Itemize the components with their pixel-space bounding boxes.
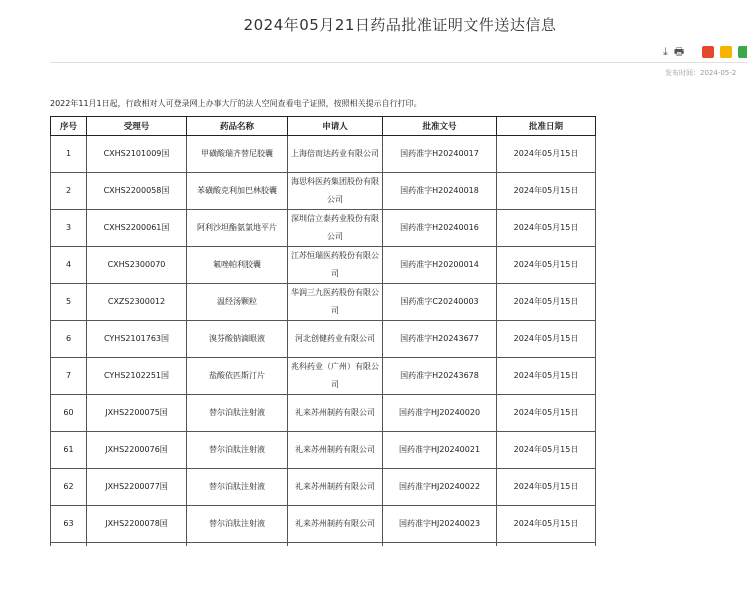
table-row xyxy=(51,173,596,210)
cell-acceptance-no xyxy=(87,432,187,469)
cell-acceptance-no-text: CXZS2300012 xyxy=(107,297,166,306)
header-approval-no: 批准文号 xyxy=(383,117,497,136)
cell-drug-name-text: 溴芬酸钠滴眼液 xyxy=(209,334,265,343)
cell-drug-name xyxy=(187,469,288,506)
cell-approval-date-text: 2024年05月15日 xyxy=(513,445,579,454)
cell-acceptance-no-text: CXHS2101009国 xyxy=(103,149,170,158)
cell-applicant-text: 兆科药业（广州）有限公司 xyxy=(291,362,379,389)
cell-acceptance-no-text: CXHS2200058国 xyxy=(103,186,170,195)
cell-index-text: 2 xyxy=(65,186,72,195)
cell-drug-name-text: 阿利沙坦酯氨氯地平片 xyxy=(197,223,277,232)
toolbar xyxy=(663,45,747,59)
cell-acceptance-no xyxy=(87,321,187,358)
cell-approval-no-text: 国药准字HJ20240022 xyxy=(398,482,481,491)
cell-approval-date-text: 2024年05月15日 xyxy=(513,186,579,195)
cell-applicant xyxy=(288,506,383,543)
cell-applicant-text: 上海倍而达药业有限公司 xyxy=(291,149,379,158)
notice-text: 2022年11月1日起，行政相对人可登录网上办事大厅的法人空间查看电子证照，按照相关提示自行打印。 xyxy=(50,99,422,108)
cell-drug-name xyxy=(187,395,288,432)
cell-index xyxy=(51,469,87,506)
cell-approval-date xyxy=(497,395,596,432)
cell-approval-no-text: 国药准字H20240018 xyxy=(400,186,479,195)
cell-drug-name-text: 替尔泊肽注射液 xyxy=(209,519,265,528)
table-row xyxy=(51,284,596,321)
cell-index-text: 3 xyxy=(65,223,72,232)
cell-applicant xyxy=(288,284,383,321)
cell-approval-date-text: 2024年05月15日 xyxy=(513,519,579,528)
cell-partial xyxy=(288,543,383,547)
cell-approval-no xyxy=(383,247,497,284)
cell-drug-name xyxy=(187,136,288,173)
cell-drug-name xyxy=(187,506,288,543)
cell-approval-date-text: 2024年05月15日 xyxy=(513,260,579,269)
cell-applicant xyxy=(288,432,383,469)
cell-index-text: 62 xyxy=(63,482,74,491)
cell-index-text: 5 xyxy=(65,297,72,306)
cell-index-text: 63 xyxy=(63,519,74,528)
table-row xyxy=(51,321,596,358)
cell-index-text: 6 xyxy=(65,334,72,343)
table-row xyxy=(51,136,596,173)
cell-partial xyxy=(87,543,187,547)
cell-approval-no xyxy=(383,321,497,358)
cell-approval-no-text: 国药准字H20243678 xyxy=(400,371,479,380)
cell-approval-no-text: 国药准字HJ20240020 xyxy=(398,408,481,417)
cell-drug-name xyxy=(187,173,288,210)
cell-applicant-text: 华润三九医药股份有限公司 xyxy=(291,288,379,315)
cell-approval-no xyxy=(383,358,497,395)
cell-acceptance-no-text: JXHS2200075国 xyxy=(105,408,168,417)
cell-index xyxy=(51,506,87,543)
cell-index xyxy=(51,321,87,358)
cell-drug-name-text: 盐酸依匹斯汀片 xyxy=(209,371,265,380)
cell-approval-date-text: 2024年05月15日 xyxy=(513,297,579,306)
cell-drug-name xyxy=(187,321,288,358)
cell-acceptance-no-text: CXHS2200061国 xyxy=(103,223,170,232)
cell-approval-no xyxy=(383,210,497,247)
cell-partial xyxy=(497,543,596,547)
cell-approval-no xyxy=(383,284,497,321)
table-body xyxy=(51,136,596,547)
cell-index xyxy=(51,210,87,247)
cell-drug-name-text: 温经汤颗粒 xyxy=(217,297,257,306)
cell-drug-name xyxy=(187,247,288,284)
download-icon[interactable]: ⤓ xyxy=(663,45,668,58)
cell-applicant xyxy=(288,210,383,247)
cell-acceptance-no xyxy=(87,358,187,395)
cell-approval-date xyxy=(497,247,596,284)
wechat-share-icon[interactable] xyxy=(738,46,747,58)
cell-acceptance-no-text: CXHS2300070 xyxy=(107,260,166,269)
cell-acceptance-no-text: CYHS2101763国 xyxy=(103,334,170,343)
table-row xyxy=(51,210,596,247)
cell-index xyxy=(51,136,87,173)
qzone-share-icon[interactable] xyxy=(720,46,732,58)
cell-acceptance-no xyxy=(87,284,187,321)
cell-acceptance-no xyxy=(87,395,187,432)
cell-approval-no-text: 国药准字H20200014 xyxy=(400,260,479,269)
cell-acceptance-no xyxy=(87,210,187,247)
cell-applicant-text: 礼来苏州制药有限公司 xyxy=(295,408,375,417)
cell-acceptance-no-text: JXHS2200076国 xyxy=(105,445,168,454)
cell-drug-name-text: 替尔泊肽注射液 xyxy=(209,482,265,491)
cell-partial xyxy=(187,543,288,547)
cell-approval-date-text: 2024年05月15日 xyxy=(513,482,579,491)
cell-index-text: 61 xyxy=(63,445,74,454)
cell-acceptance-no xyxy=(87,136,187,173)
cell-approval-no-text: 国药准字C20240003 xyxy=(400,297,479,306)
cell-drug-name xyxy=(187,284,288,321)
cell-applicant xyxy=(288,136,383,173)
cell-approval-date-text: 2024年05月15日 xyxy=(513,149,579,158)
publish-time: 发布时间：2024-05-2 xyxy=(665,69,737,77)
cell-applicant-text: 河北创健药业有限公司 xyxy=(295,334,375,343)
cell-approval-date-text: 2024年05月15日 xyxy=(513,408,579,417)
cell-index xyxy=(51,284,87,321)
cell-approval-no-text: 国药准字H20243677 xyxy=(400,334,479,343)
cell-index xyxy=(51,358,87,395)
cell-drug-name xyxy=(187,210,288,247)
header-acceptance-no: 受理号 xyxy=(87,117,187,136)
cell-approval-no xyxy=(383,432,497,469)
table-row xyxy=(51,395,596,432)
cell-acceptance-no xyxy=(87,469,187,506)
cell-applicant-text: 礼来苏州制药有限公司 xyxy=(295,519,375,528)
cell-index xyxy=(51,173,87,210)
cell-acceptance-no xyxy=(87,506,187,543)
header-approval-date: 批准日期 xyxy=(497,117,596,136)
cell-approval-no-text: 国药准字H20240016 xyxy=(400,223,479,232)
cell-index-text: 7 xyxy=(65,371,72,380)
header-index: 序号 xyxy=(51,117,87,136)
cell-acceptance-no xyxy=(87,173,187,210)
cell-index-text: 1 xyxy=(65,149,72,158)
cell-index-text: 60 xyxy=(63,408,74,417)
table-row xyxy=(51,247,596,284)
cell-applicant-text: 海思科医药集团股份有限公司 xyxy=(291,177,379,204)
cell-approval-date xyxy=(497,210,596,247)
cell-applicant xyxy=(288,395,383,432)
cell-approval-no xyxy=(383,173,497,210)
weibo-share-icon[interactable] xyxy=(702,46,714,58)
table-row xyxy=(51,506,596,543)
cell-drug-name-text: 甲磺酸瑞齐替尼胶囊 xyxy=(201,149,273,158)
cell-approval-date-text: 2024年05月15日 xyxy=(513,334,579,343)
cell-index xyxy=(51,432,87,469)
cell-approval-date xyxy=(497,432,596,469)
cell-approval-no-text: 国药准字H20240017 xyxy=(400,149,479,158)
page-title: 2024年05月21日药品批准证明文件送达信息 xyxy=(243,16,557,34)
cell-acceptance-no-text: JXHS2200078国 xyxy=(105,519,168,528)
cell-partial xyxy=(51,543,87,547)
cell-applicant xyxy=(288,247,383,284)
cell-approval-date xyxy=(497,284,596,321)
cell-applicant-text: 礼来苏州制药有限公司 xyxy=(295,482,375,491)
cell-approval-date xyxy=(497,173,596,210)
cell-approval-date xyxy=(497,469,596,506)
table-row xyxy=(51,469,596,506)
cell-acceptance-no-text: CYHS2102251国 xyxy=(103,371,170,380)
cell-drug-name-text: 氟唑帕利胶囊 xyxy=(213,260,261,269)
cell-drug-name-text: 苯磺酸克利加巴林胶囊 xyxy=(197,186,277,195)
cell-approval-date-text: 2024年05月15日 xyxy=(513,223,579,232)
cell-approval-date xyxy=(497,358,596,395)
header-drug-name: 药品名称 xyxy=(187,117,288,136)
cell-index xyxy=(51,247,87,284)
cell-acceptance-no-text: JXHS2200077国 xyxy=(105,482,168,491)
approval-table xyxy=(50,116,596,546)
cell-applicant xyxy=(288,173,383,210)
cell-index-text: 4 xyxy=(65,260,72,269)
table-row-partial xyxy=(51,543,596,547)
cell-drug-name-text: 替尔泊肽注射液 xyxy=(209,408,265,417)
table-row xyxy=(51,432,596,469)
cell-approval-date xyxy=(497,321,596,358)
table-row xyxy=(51,358,596,395)
cell-drug-name xyxy=(187,358,288,395)
cell-approval-date xyxy=(497,136,596,173)
cell-approval-no xyxy=(383,395,497,432)
cell-applicant xyxy=(288,321,383,358)
cell-approval-no xyxy=(383,136,497,173)
cell-index xyxy=(51,395,87,432)
cell-drug-name-text: 替尔泊肽注射液 xyxy=(209,445,265,454)
cell-acceptance-no xyxy=(87,247,187,284)
cell-approval-date xyxy=(497,506,596,543)
cell-applicant xyxy=(288,358,383,395)
cell-approval-no xyxy=(383,469,497,506)
cell-approval-no-text: 国药准字HJ20240023 xyxy=(398,519,481,528)
cell-partial xyxy=(383,543,497,547)
cell-applicant-text: 深圳信立泰药业股份有限公司 xyxy=(291,214,379,241)
cell-applicant xyxy=(288,469,383,506)
cell-drug-name xyxy=(187,432,288,469)
cell-applicant-text: 礼来苏州制药有限公司 xyxy=(295,445,375,454)
table-header-row xyxy=(51,117,596,136)
cell-approval-date-text: 2024年05月15日 xyxy=(513,371,579,380)
print-icon[interactable]: 🖶 xyxy=(673,44,685,58)
cell-approval-no xyxy=(383,506,497,543)
header-divider xyxy=(50,62,747,63)
cell-approval-no-text: 国药准字HJ20240021 xyxy=(398,445,481,454)
cell-applicant-text: 江苏恒瑞医药股份有限公司 xyxy=(291,251,379,278)
header-applicant: 申请人 xyxy=(288,117,383,136)
